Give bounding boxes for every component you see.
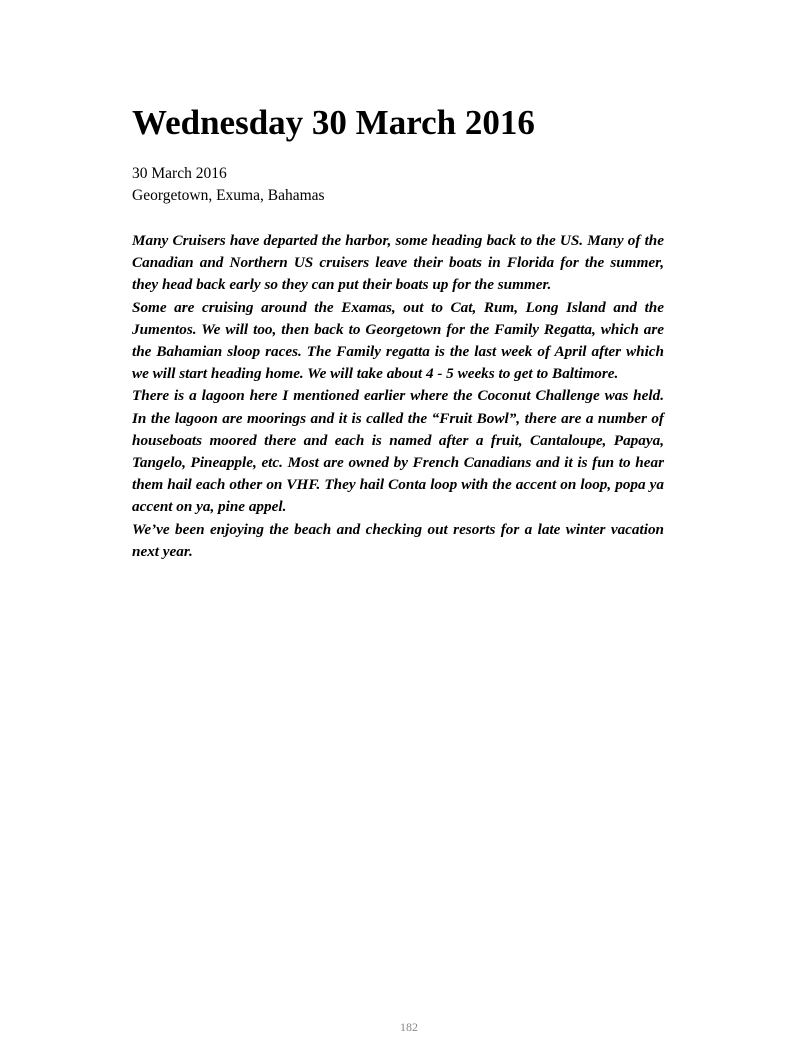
entry-meta [132,163,667,207]
page-title: Wednesday 30 March 2016 [132,103,535,142]
entry-date: 30 March 2016 [132,165,227,182]
paragraph: There is a lagoon here I mentioned earlier where the Coconut Challenge was held. In the lagoon are moorings and it is called the “Fruit Bowl”, there are a number of houseboats moored there and each is named after a fruit, Cantaloupe, Papaya, Tangelo, Pineapple, etc. Most are owned by French Canadians and it is fun to hear them hail each other on VHF. They hail Conta loop with the accent on loop, popa ya accent on ya, pine appel. [132,387,664,516]
paragraph: Some are cruising around the Examas, out to Cat, Rum, Long Island and the Jumentos. We will too, then back to Georgetown for the Family Regatta, which are the Bahamian sloop races. The Family regatta is the last week of April after which we will start heading home. We will take about 4 - 5 weeks to get to Baltimore. [132,298,664,383]
paragraph: We’ve been enjoying the beach and checking out resorts for a late winter vacation next year. [132,520,664,560]
page-number: 182 [400,1020,418,1034]
entry-body [132,230,664,563]
paragraph: Many Cruisers have departed the harbor, some heading back to the US. Many of the Canadian and Northern US cruisers leave their boats in Florida for the summer, they head back early so they can put their boats up for the summer. [132,232,664,294]
entry-location: Georgetown, Exuma, Bahamas [132,187,325,204]
